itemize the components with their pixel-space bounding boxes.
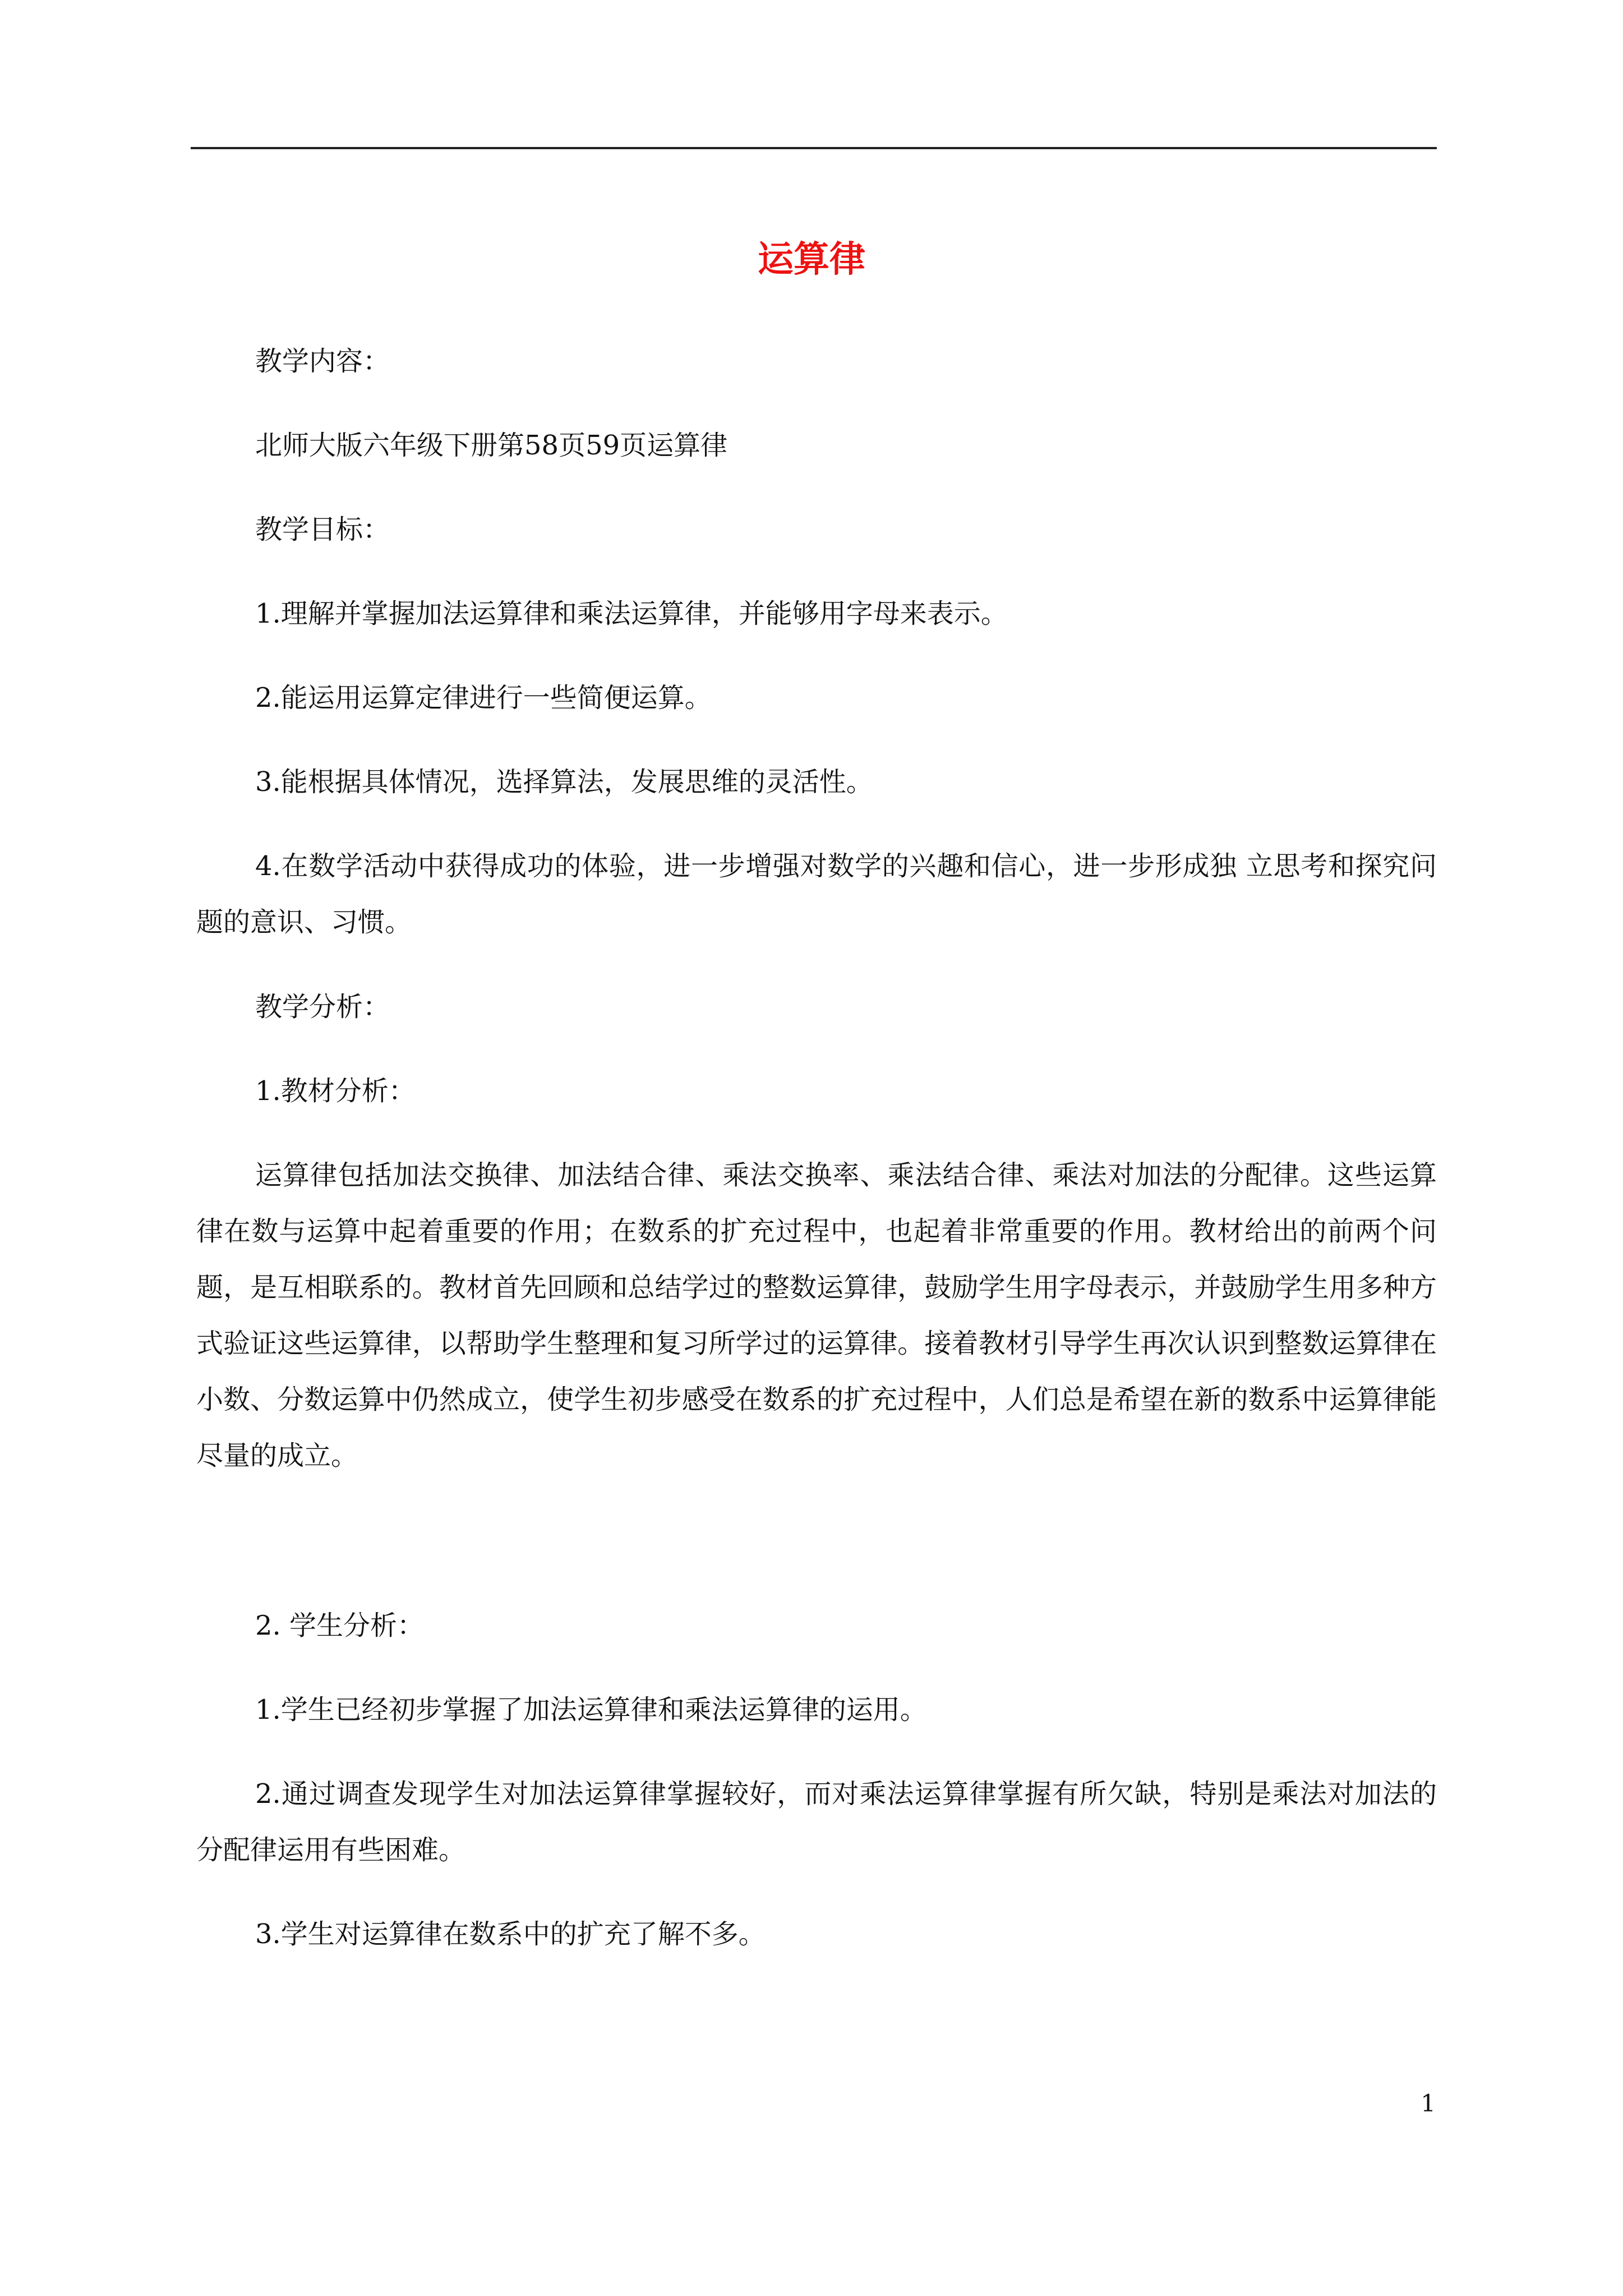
student-point-1: 1.学生已经初步掌握了加法运算律和乘法运算律的运用。 <box>255 1694 927 1726</box>
textbook-analysis-heading: 1.教材分析： <box>255 1075 416 1107</box>
page-number: 1 <box>1421 2090 1436 2117</box>
header-rule <box>191 147 1437 149</box>
teaching-content-heading: 教学内容： <box>255 346 390 377</box>
goal-item-1: 1.理解并掌握加法运算律和乘法运算律，并能够用字母来表示。 <box>255 598 1008 629</box>
teaching-goals-heading: 教学目标： <box>255 514 390 545</box>
student-point-2: 2.通过调查发现学生对加法运算律掌握较好，而对乘法运算律掌握有所欠缺，特别是乘法对加法的分配律运用有些困难。 <box>196 1778 1437 1866</box>
student-analysis-heading: 2. 学生分析： <box>255 1610 425 1641</box>
student-point-3: 3.学生对运算律在数系中的扩充了解不多。 <box>255 1918 766 1950</box>
textbook-analysis-text: 运算律包括加法交换律、加法结合律、乘法交换率、乘法结合律、乘法对加法的分配律。这些运算律在数与运算中起着重要的作用；在数系的扩充过程中，也起着非常重要的作用。教材给出的前两个问题，是互相联系的。教材首先回顾和总结学过的整数运算律，鼓励学生用字母表示，并鼓励学生用多种方式验证这些运算律，以帮助学生整理和复习所学过的运算律。接着教材引导学生再次认识到整数运算律在小数、分数运算中仍然成立，使学生初步感受在数系的扩充过程中，人们总是希望在新的数系中运算律能尽量的成立。 <box>196 1159 1437 1471</box>
document-title: 运算律 <box>758 239 865 280</box>
goal-item-4: 4.在数学活动中获得成功的体验，进一步增强对数学的兴趣和信心，进一步形成独 立思考和探究问题的意识、习惯。 <box>196 850 1437 938</box>
teaching-content-text: 北师大版六年级下册第58页59页运算律 <box>255 430 728 461</box>
teaching-analysis-heading: 教学分析： <box>255 991 390 1023</box>
goal-item-3: 3.能根据具体情况，选择算法，发展思维的灵活性。 <box>255 766 873 798</box>
goal-item-2: 2.能运用运算定律进行一些简便运算。 <box>255 682 712 714</box>
